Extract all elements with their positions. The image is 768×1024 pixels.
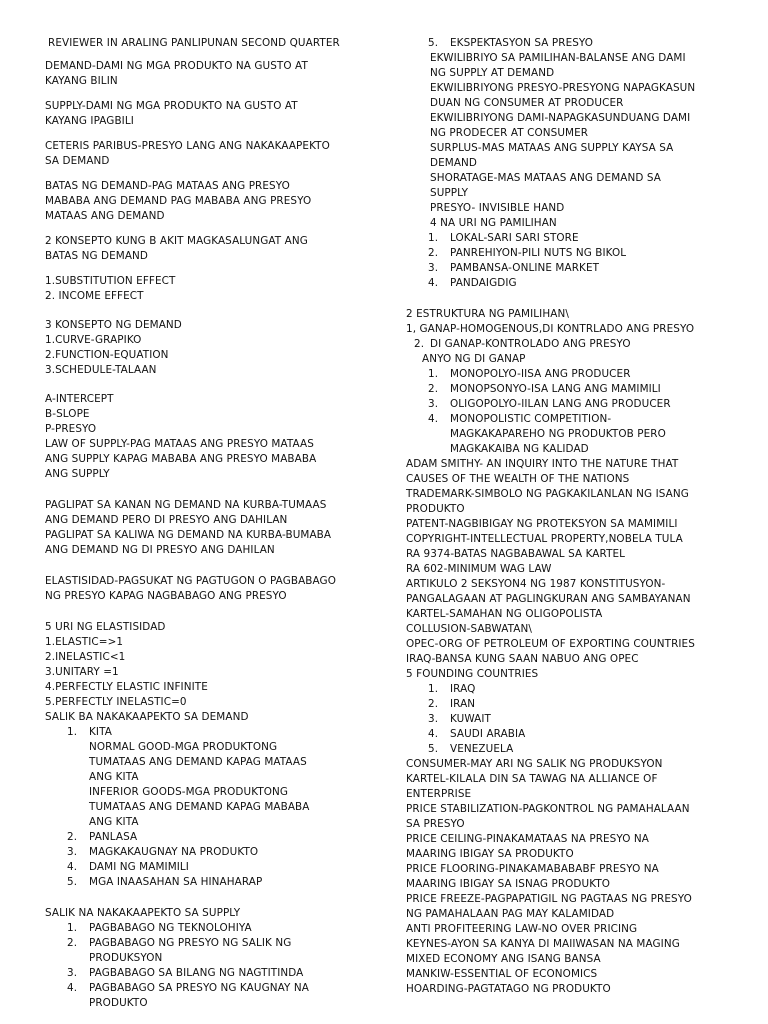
list-item-label: PANDAIGDIG xyxy=(450,277,517,289)
batas-ng-demand xyxy=(45,179,375,224)
anyo-heading-text: ANYO NG DI GANAP xyxy=(422,353,526,365)
list-item xyxy=(406,697,736,712)
text-line: DEMAND xyxy=(430,157,478,169)
text-line: 2 KONSEPTO KUNG B AKIT MAGKASALUNGAT ANG xyxy=(45,235,308,247)
ekwilibriyo-block xyxy=(406,51,736,231)
list-item xyxy=(406,397,736,412)
text-line: NG PRESYO KAPAG NAGBABAGO ANG PRESYO xyxy=(45,590,287,602)
elastisidad-definition xyxy=(45,574,375,604)
text-line: 2 ESTRUKTURA NG PAMILIHAN\ xyxy=(406,308,569,320)
text-line: 1.SUBSTITUTION EFFECT xyxy=(45,275,176,287)
list-number: 1. xyxy=(67,922,78,934)
text-line: SUPPLY xyxy=(430,187,469,199)
list-number: 4. xyxy=(428,728,439,740)
list-number: 3. xyxy=(67,967,78,979)
text-line: KARTEL-SAMAHAN NG OLIGOPOLISTA xyxy=(406,608,603,620)
list-number: 1. xyxy=(428,368,439,380)
list-item xyxy=(406,412,736,427)
tatlong-konsepto xyxy=(45,318,375,378)
list-item-label: MONOPOLYO-IISA ANG PRODUCER xyxy=(450,368,631,380)
text-line: RA 9374-BATAS NAGBABAWAL SA KARTEL xyxy=(406,548,626,560)
list-number: 3. xyxy=(428,398,439,410)
list-item-label: IRAQ xyxy=(450,683,476,695)
text-line: PRICE FREEZE-PAGPAPATIGIL NG PAGTAAS NG PRESYO xyxy=(406,893,692,905)
list-number: 3. xyxy=(428,262,439,274)
list-number: 2. xyxy=(428,698,439,710)
text-line: 1, GANAP-HOMOGENOUS,DI KONTRLADO ANG PRESYO xyxy=(406,323,695,335)
text-line: BATAS NG DEMAND-PAG MATAAS ANG PRESYO xyxy=(45,180,290,192)
list-item xyxy=(45,845,375,860)
list-item-continuation xyxy=(406,442,736,457)
text-line: NG PAMAHALAAN PAG MAY KALAMIDAD xyxy=(406,908,615,920)
ekspektasyon-item xyxy=(406,36,736,51)
text-line: SHORATAGE-MAS MATAAS ANG DEMAND SA xyxy=(430,172,661,184)
list-item-label: TUMATAAS ANG DEMAND KAPAG MABABA xyxy=(89,801,310,813)
list-number: 2. xyxy=(67,937,78,949)
list-item-continuation xyxy=(406,427,736,442)
list-item xyxy=(406,261,736,276)
text-line: KAYANG BILIN xyxy=(45,75,118,87)
dalawang-konsepto xyxy=(45,234,375,264)
text-line: 2. INCOME EFFECT xyxy=(45,290,144,302)
list-item-label: PANREHIYON-PILI NUTS NG BIKOL xyxy=(450,247,627,259)
text-line: ANG SUPPLY xyxy=(45,468,110,480)
text-line: MAARING IBIGAY SA PRODUKTO xyxy=(406,848,574,860)
list-item xyxy=(406,382,736,397)
list-item-label: PRODUKSYON xyxy=(89,952,163,964)
list-item-label: MGA INAASAHAN SA HINAHARAP xyxy=(89,876,263,888)
text-line: PAGLIPAT SA KALIWA NG DEMAND NA KURBA-BUMABA xyxy=(45,529,332,541)
text-line: KARTEL-KILALA DIN SA TAWAG NA ALLIANCE OF xyxy=(406,773,658,785)
text-line: MAARING IBIGAY SA ISNAG PRODUKTO xyxy=(406,878,611,890)
text-line: ADAM SMITHY- AN INQUIRY INTO THE NATURE THAT xyxy=(406,458,679,470)
list-item xyxy=(45,875,375,890)
text-line: PATENT-NAGBIBIGAY NG PROTEKSYON SA MAMIMILI xyxy=(406,518,678,530)
list-item xyxy=(406,742,736,757)
list-item-label: PAGBABAGO SA PRESYO NG KAUGNAY NA xyxy=(89,982,309,994)
list-item-label: MAGKAKAIBA NG KALIDAD xyxy=(450,443,589,455)
anyo-heading xyxy=(406,352,736,367)
list-item xyxy=(45,936,375,951)
list-number: 1. xyxy=(67,726,78,738)
text-line: RA 602-MINIMUM WAG LAW xyxy=(406,563,552,575)
text-line: SA DEMAND xyxy=(45,155,110,167)
text-line: B-SLOPE xyxy=(45,408,90,420)
text-line: PAGLIPAT SA KANAN NG DEMAND NA KURBA-TUMAAS xyxy=(45,499,327,511)
list-number: 4. xyxy=(67,861,78,873)
text-line: ARTIKULO 2 SEKSYON4 NG 1987 KONSTITUSYON- xyxy=(406,578,666,590)
list-number: 4. xyxy=(428,277,439,289)
text-line: MABABA ANG DEMAND PAG MABABA ANG PRESYO xyxy=(45,195,312,207)
list-number: 1. xyxy=(428,232,439,244)
list-item-continuation xyxy=(45,755,375,770)
text-line: ANTI PROFITEERING LAW-NO OVER PRICING xyxy=(406,923,638,935)
text-line: LAW OF SUPPLY-PAG MATAAS ANG PRESYO MATAAS xyxy=(45,438,314,450)
list-number: 2. xyxy=(414,338,425,350)
salik-demand-list xyxy=(45,725,375,890)
list-item-label: OLIGOPOLYO-IILAN LANG ANG PRODUCER xyxy=(450,398,671,410)
list-item-continuation xyxy=(45,815,375,830)
list-number: 4. xyxy=(428,413,439,425)
text-line: 5.PERFECTLY INELASTIC=0 xyxy=(45,696,187,708)
list-item-label: PANLASA xyxy=(89,831,138,843)
text-line: SA PRESYO xyxy=(406,818,465,830)
supply-definition xyxy=(45,99,375,129)
list-item-label: MONOPSONYO-ISA LANG ANG MAMIMILI xyxy=(450,383,661,395)
text-line: MIXED ECONOMY ANG ISANG BANSA xyxy=(406,953,601,965)
text-line: ELASTISIDAD-PAGSUKAT NG PAGTUGON O PAGBABAGO xyxy=(45,575,336,587)
list-item xyxy=(406,727,736,742)
uri-ng-pamilihan-list xyxy=(406,231,736,291)
text-line: 2.FUNCTION-EQUATION xyxy=(45,349,169,361)
text-line: CETERIS PARIBUS-PRESYO LANG ANG NAKAKAAPEKTO xyxy=(45,140,330,152)
list-item-label: DAMI NG MAMIMILI xyxy=(89,861,189,873)
salik-supply-heading-text: SALIK NA NAKAKAAPEKTO SA SUPPLY xyxy=(45,907,241,919)
text-line: 4 NA URI NG PAMILIHAN xyxy=(430,217,557,229)
text-line: PRODUKTO xyxy=(406,503,465,515)
list-item-label: ANG KITA xyxy=(89,771,139,783)
list-item-label: NORMAL GOOD-MGA PRODUKTONG xyxy=(89,741,278,753)
text-line: ANG DEMAND NG DI PRESYO ANG DAHILAN xyxy=(45,544,275,556)
list-number: 3. xyxy=(67,846,78,858)
list-item xyxy=(45,725,375,740)
list-item xyxy=(45,921,375,936)
text-line: PRICE CEILING-PINAKAMATAAS NA PRESYO NA xyxy=(406,833,650,845)
text-line: ANG DEMAND PERO DI PRESYO ANG DAHILAN xyxy=(45,514,288,526)
list-item-continuation xyxy=(45,740,375,755)
list-item-label: PAMBANSA-ONLINE MARKET xyxy=(450,262,600,274)
founding-countries-list xyxy=(406,682,736,757)
text-line: IRAQ-BANSA KUNG SAAN NABUO ANG OPEC xyxy=(406,653,639,665)
di-ganap-item xyxy=(406,337,736,352)
list-item xyxy=(406,712,736,727)
list-item-continuation xyxy=(45,770,375,785)
text-line: NG PRODECER AT CONSUMER xyxy=(430,127,589,139)
text-line: 1.ELASTIC=>1 xyxy=(45,636,124,648)
text-line: 3 KONSEPTO NG DEMAND xyxy=(45,319,182,331)
list-item-label: MAGKAKAUGNAY NA PRODUKTO xyxy=(89,846,259,858)
list-item xyxy=(45,830,375,845)
text-line: CONSUMER-MAY ARI NG SALIK NG PRODUKSYON xyxy=(406,758,663,770)
text-line: 5 URI NG ELASTISIDAD xyxy=(45,621,166,633)
uri-ng-elastisidad xyxy=(45,620,375,725)
list-item-label: KITA xyxy=(89,726,112,738)
list-number: 2. xyxy=(67,831,78,843)
anyo-list xyxy=(406,367,736,457)
document-title xyxy=(45,36,375,51)
list-number: 4. xyxy=(67,982,78,994)
list-item-label: DI GANAP-KONTROLADO ANG PRESYO xyxy=(430,338,631,350)
text-line: MANKIW-ESSENTIAL OF ECONOMICS xyxy=(406,968,598,980)
text-line: TRADEMARK-SIMBOLO NG PAGKAKILANLAN NG ISANG xyxy=(406,488,689,500)
text-line: P-PRESYO xyxy=(45,423,97,435)
text-line: PANGALAGAAN AT PAGLINGKURAN ANG SAMBAYANAN xyxy=(406,593,691,605)
text-line: KAYANG IPAGBILI xyxy=(45,115,134,127)
list-item xyxy=(406,246,736,261)
text-line: 3.SCHEDULE-TALAAN xyxy=(45,364,157,376)
text-line: CAUSES OF THE WEALTH OF THE NATIONS xyxy=(406,473,630,485)
text-line: BATAS NG DEMAND xyxy=(45,250,149,262)
text-line: SALIK BA NAKAKAAPEKTO SA DEMAND xyxy=(45,711,249,723)
text-line: EKWILIBRIYONG DAMI-NAPAGKASUNDUANG DAMI xyxy=(430,112,691,124)
list-item xyxy=(45,981,375,996)
list-item-label: SAUDI ARABIA xyxy=(450,728,526,740)
list-item-label: MAGKAKAPAREHO NG PRODUKTOB PERO xyxy=(450,428,666,440)
list-item xyxy=(45,966,375,981)
list-item-label: PAGBABAGO SA BILANG NG NAGTITINDA xyxy=(89,967,304,979)
text-line: COPYRIGHT-INTELLECTUAL PROPERTY,NOBELA TULA xyxy=(406,533,683,545)
list-item-continuation xyxy=(45,800,375,815)
list-number: 3. xyxy=(428,713,439,725)
list-number: 1. xyxy=(428,683,439,695)
text-line: DEMAND-DAMI NG MGA PRODUKTO NA GUSTO AT xyxy=(45,60,308,72)
list-item-label: KUWAIT xyxy=(450,713,491,725)
text-line: 3.UNITARY =1 xyxy=(45,666,119,678)
list-item-label: TUMATAAS ANG DEMAND KAPAG MATAAS xyxy=(89,756,307,768)
list-number: 5. xyxy=(67,876,78,888)
title-text: REVIEWER IN ARALING PANLIPUNAN SECOND QUARTER xyxy=(48,37,340,49)
text-line: 4.PERFECTLY ELASTIC INFINITE xyxy=(45,681,208,693)
ceteris-paribus xyxy=(45,139,375,169)
list-item-label: ANG KITA xyxy=(89,816,139,828)
text-line: 2.INELASTIC<1 xyxy=(45,651,126,663)
text-line: DUAN NG CONSUMER AT PRODUCER xyxy=(430,97,624,109)
list-item-label: EKSPEKTASYON SA PRESYO xyxy=(450,37,594,49)
salik-supply-heading xyxy=(45,906,375,921)
effects-list xyxy=(45,274,375,304)
adam-smith-block xyxy=(406,457,736,682)
text-line: EKWILIBRIYO SA PAMILIHAN-BALANSE ANG DAMI xyxy=(430,52,686,64)
list-item-label: IRAN xyxy=(450,698,476,710)
list-item xyxy=(406,231,736,246)
list-item-label: MONOPOLISTIC COMPETITION- xyxy=(450,413,612,425)
list-item-label: PRODUKTO xyxy=(89,997,148,1009)
left-column xyxy=(45,36,375,1011)
text-line: 5 FOUNDING COUNTRIES xyxy=(406,668,539,680)
text-line: EKWILIBRIYONG PRESYO-PRESYONG NAPAGKASUN xyxy=(430,82,696,94)
list-item-label: VENEZUELA xyxy=(450,743,514,755)
list-item-label: INFERIOR GOODS-MGA PRODUKTONG xyxy=(89,786,289,798)
list-item xyxy=(406,276,736,291)
list-number: 2. xyxy=(428,383,439,395)
list-item-label: LOKAL-SARI SARI STORE xyxy=(450,232,579,244)
list-item-continuation xyxy=(45,785,375,800)
list-item-label: PAGBABAGO NG TEKNOLOHIYA xyxy=(89,922,252,934)
text-line: MATAAS ANG DEMAND xyxy=(45,210,165,222)
list-item xyxy=(406,682,736,697)
list-item xyxy=(406,367,736,382)
text-line: PRESYO- INVISIBLE HAND xyxy=(430,202,565,214)
list-number: 5. xyxy=(428,743,439,755)
text-line: KEYNES-AYON SA KANYA DI MAIIWASAN NA MAGING xyxy=(406,938,680,950)
list-item-continuation xyxy=(45,996,375,1011)
text-line: HOARDING-PAGTATAGO NG PRODUKTO xyxy=(406,983,611,995)
text-line: SUPPLY-DAMI NG MGA PRODUKTO NA GUSTO AT xyxy=(45,100,298,112)
list-item xyxy=(45,860,375,875)
salik-supply-list xyxy=(45,921,375,1011)
list-item-label: PAGBABAGO NG PRESYO NG SALIK NG xyxy=(89,937,292,949)
intercept-slope-law xyxy=(45,392,375,482)
text-line: SURPLUS-MAS MATAAS ANG SUPPLY KAYSA SA xyxy=(430,142,674,154)
text-line: COLLUSION-SABWATAN\ xyxy=(406,623,532,635)
text-line: NG SUPPLY AT DEMAND xyxy=(430,67,555,79)
paglipat-kurba xyxy=(45,498,375,558)
list-number: 2. xyxy=(428,247,439,259)
text-line: ENTERPRISE xyxy=(406,788,472,800)
demand-definition xyxy=(45,59,375,89)
list-number: 5. xyxy=(428,37,439,49)
text-line: PRICE FLOORING-PINAKAMABABABF PRESYO NA xyxy=(406,863,659,875)
right-column xyxy=(406,36,736,997)
text-line: OPEC-ORG OF PETROLEUM OF EXPORTING COUNTRIES xyxy=(406,638,695,650)
text-line: 1.CURVE-GRAPIKO xyxy=(45,334,142,346)
consumer-kartel-block xyxy=(406,757,736,997)
text-line: ANG SUPPLY KAPAG MABABA ANG PRESYO MABABA xyxy=(45,453,317,465)
text-line: A-INTERCEPT xyxy=(45,393,114,405)
estruktura-block xyxy=(406,307,736,337)
list-item-continuation xyxy=(45,951,375,966)
text-line: PRICE STABILIZATION-PAGKONTROL NG PAMAHALAAN xyxy=(406,803,690,815)
